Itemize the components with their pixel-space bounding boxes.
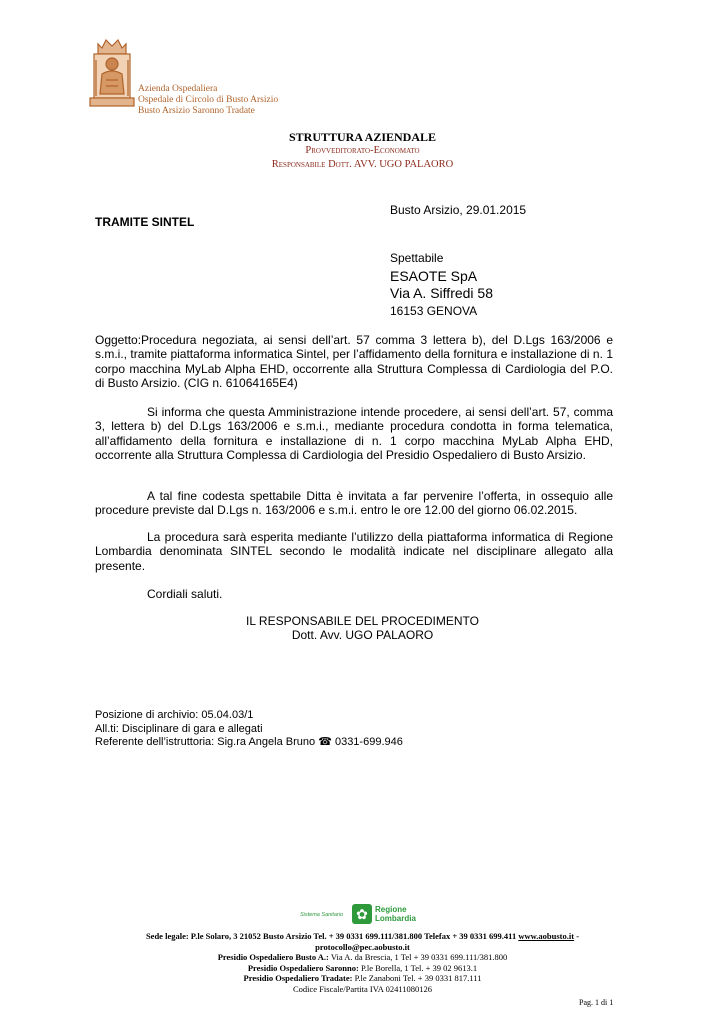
closing-greeting: Cordiali saluti.: [147, 587, 223, 601]
organization-name: [138, 84, 278, 117]
body-paragraph-1: Si informa che questa Amministrazione intende procedere, ai sensi dell’art. 57, comma 3, lettera b) del D.Lgs 163/2006 e s.m.i., mediante procedura condotta in forma telematica, all’affidamento della fornitura e installazione di n. 1 corpo macchina MyLab Alpha EHD, occorrente alla Struttura Complessa di Cardiologia del Presidio Ospedaliero di Busto Arsizio.: [95, 405, 613, 463]
footer-contacts: [0, 931, 725, 995]
org-name-line2: Ospedale di Circolo di Busto Arsizio: [138, 95, 279, 105]
org-name-line1: Azienda Ospedaliera: [138, 84, 218, 94]
recipient-street: Via A. Siffredi 58: [390, 285, 493, 302]
org-name-line3: Busto Arsizio Saronno Tradate: [138, 106, 255, 116]
lombardia-rose-icon: ✿: [352, 904, 372, 924]
struttura-title: STRUTTURA AZIENDALE: [288, 130, 437, 144]
letter-date: Busto Arsizio, 29.01.2015: [390, 203, 527, 217]
recipient-address: [390, 251, 493, 319]
footer-codice-fiscale: Codice Fiscale/Partita IVA 02411080126: [292, 983, 433, 994]
ufficio-subtitle: Provveditorato-Economato: [305, 145, 420, 156]
recipient-city: 16153 GENOVA: [390, 304, 478, 319]
footer-presidio-1: [0, 952, 725, 963]
archive-info: [95, 709, 403, 750]
referente-line: [95, 736, 403, 750]
body-paragraph-2: A tal fine codesta spettabile Ditta è invitata a far pervenire l’offerta, in ossequio alle procedure previste dal D.Lgs n. 163/2006 e s.m.i. entro le ore 12.00 del giorno 06.02.2015.: [95, 489, 613, 518]
footer-sede-line: [0, 931, 725, 942]
regione-lombardia-logo: [300, 903, 420, 927]
footer-sede-tail: -: [574, 931, 580, 941]
tramite-label: TRAMITE SINTEL: [95, 215, 195, 229]
referente-text: Referente dell’istruttoria: Sig.ra Angela Bruno: [95, 736, 316, 748]
signature-name: Dott. Avv. UGO PALAORO: [291, 628, 434, 643]
page-number: Pag. 1 di 1: [579, 998, 614, 1007]
presidio-2-label: Presidio Ospedaliero Saronno:: [247, 962, 359, 973]
lombardia-label: Lombardia: [375, 914, 416, 923]
attachments-line: All.ti: Disciplinare di gara e allegati: [95, 722, 263, 735]
sistema-sanitario-label: Sistema Sanitario: [300, 912, 344, 918]
regione-label: Regione: [375, 905, 407, 914]
presidio-1-label: Presidio Ospedaliero Busto A.:: [217, 952, 329, 963]
footer-sede: Sede legale: P.le Solaro, 3 21052 Busto Arsizio Tel. + 39 0331 699.111/381.800 Telefax + 39 0331 699.411: [145, 931, 517, 941]
presidio-1-text: Via A. da Brescia, 1 Tel + 39 0331 699.111/381.800: [328, 952, 508, 963]
signature-title: IL RESPONSABILE DEL PROCEDIMENTO: [246, 614, 479, 628]
referente-phone: 0331-699.946: [334, 736, 403, 748]
footer-presidio-3: [0, 973, 725, 984]
footer-pec: protocollo@pec.aobusto.it: [315, 941, 410, 952]
presidio-3-text: P.le Zanaboni Tel. + 39 0331 817.111: [352, 973, 482, 984]
presidio-2-text: P.le Borella, 1 Tel. + 39 02 9613.1: [358, 962, 478, 973]
telephone-icon: ☎: [318, 736, 332, 748]
footer-presidio-2: [0, 963, 725, 974]
recipient-salutation: Spettabile: [390, 251, 444, 265]
presidio-3-label: Presidio Ospedaliero Tradate:: [243, 973, 353, 984]
oggetto-paragraph: Oggetto:Procedura negoziata, ai sensi dell’art. 57 comma 3 lettera b), del D.Lgs 163/2006 e s.m.i., tramite piattaforma informatica Sintel, per l’affidamento della fornitura e installazione di n. 1 corpo macchina MyLab Alpha EHD, occorrente alla Struttura Complessa di Cardiologia del P.O. di Busto Arsizio. (CIG n. 61064165E4): [95, 333, 613, 391]
recipient-company: ESAOTE SpA: [390, 268, 478, 285]
responsabile-subtitle: Responsabile Dott. AVV. UGO PALAORO: [271, 159, 454, 170]
archive-position: Posizione di archivio: 05.04.03/1: [95, 709, 254, 721]
footer-website-link[interactable]: www.aobusto.it: [518, 931, 575, 941]
body-paragraph-3: La procedura sarà esperita mediante l’utilizzo della piattaforma informatica di Regione Lombardia denominata SINTEL secondo le modalità indicate nel disciplinare allegato alla presente.: [95, 530, 613, 573]
department-heading: [0, 130, 725, 172]
hospital-crest-logo: [84, 36, 140, 110]
signature-block: [0, 614, 725, 643]
